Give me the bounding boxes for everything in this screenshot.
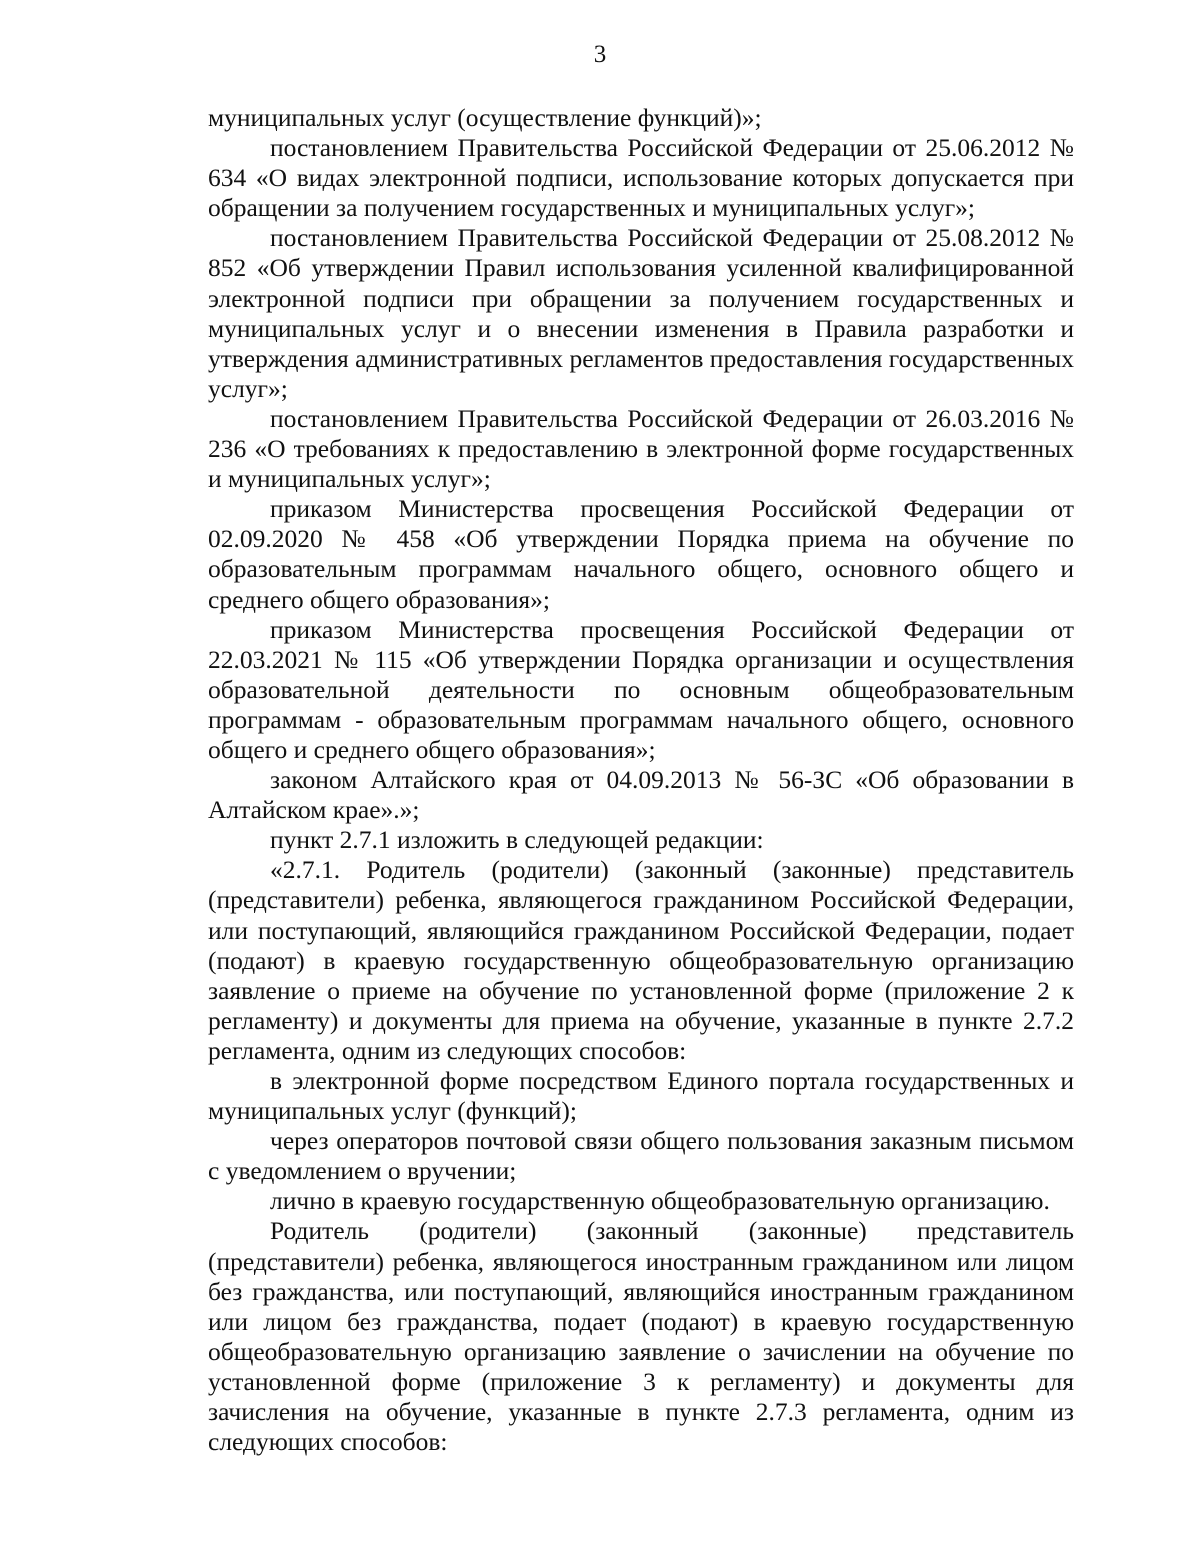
paragraph-method-electronic: в электронной форме посредством Единого портала государственных и муниципальных услуг (функций); (208, 1066, 1074, 1126)
paragraph-continuation: муниципальных услуг (осуществление функций)»; (208, 103, 762, 132)
paragraph-order-115: приказом Министерства просвещения Российской Федерации от 22.03.2021 № 115 «Об утверждении Порядка организации и осуществления образовательной деятельности по основным общеобразовательным программам - образовательным программам начального общего, основного общего и среднего общего образования»; (208, 614, 1074, 764)
paragraph-decree-236: постановлением Правительства Российской Федерации от 26.03.2016 № 236 «О требованиях к предоставлению в электронной форме государственных и муниципальных услуг»; (208, 403, 1074, 494)
paragraph-amendment-intro: пункт 2.7.1 изложить в следующей редакции: (270, 825, 764, 855)
paragraph-decree-852: постановлением Правительства Российской Федерации от 25.08.2012 № 852 «Об утверждении Правил использования усиленной квалифицированной электронной подписи при обращении за получением государственных и муниципальных услуг и о внесении изменения в Правила разработки и утверждения административных регламентов предоставления государственных услуг»; (208, 223, 1074, 403)
page-number: 3 (593, 41, 607, 68)
paragraph-law-56: законом Алтайского края от 04.09.2013 № 56-ЗС «Об образовании в Алтайском крае».»; (208, 765, 1074, 825)
paragraph-clause-2-7-1: «2.7.1. Родитель (родители) (законный (законные) представитель (представители) ребенка, являющегося гражданином Российской Федерации, или поступающий, являющийся гражданином Российской Федерации, подает (подают) в краевую государственную общеобразовательную организацию заявление о приеме на обучение по установленной форме (приложение 2 к регламенту) и документы для приема на обучение, указанные в пункте 2.7.2 регламента, одним из следующих способов: (208, 855, 1074, 1065)
paragraph-method-post: через операторов почтовой связи общего пользования заказным письмом с уведомлением о вручении; (208, 1126, 1074, 1186)
paragraph-decree-634: постановлением Правительства Российской Федерации от 25.06.2012 № 634 «О видах электронной подписи, использование которых допускается при обращении за получением государственных и муниципальных услуг»; (208, 133, 1074, 223)
paragraph-order-458: приказом Министерства просвещения Российской Федерации от 02.09.2020 № 458 «Об утверждении Порядка приема на обучение по образовательным программам начального общего, основного общего и среднего общего образования»; (208, 494, 1074, 614)
paragraph-foreign-citizens: Родитель (родители) (законный (законные) представитель (представители) ребенка, являющегося иностранным гражданином или лицом без гражданства, или поступающий, являющийся иностранным гражданином или лицом без гражданства, подает (подают) в краевую государственную общеобразовательную организацию заявление о зачислении на обучение по установленной форме (приложение 3 к регламенту) и документы для зачисления на обучение, указанные в пункте 2.7.3 регламента, одним из следующих способов: (208, 1216, 1074, 1457)
document-body (208, 103, 1074, 1457)
paragraph-method-in-person: лично в краевую государственную общеобразовательную организацию. (270, 1186, 1050, 1216)
